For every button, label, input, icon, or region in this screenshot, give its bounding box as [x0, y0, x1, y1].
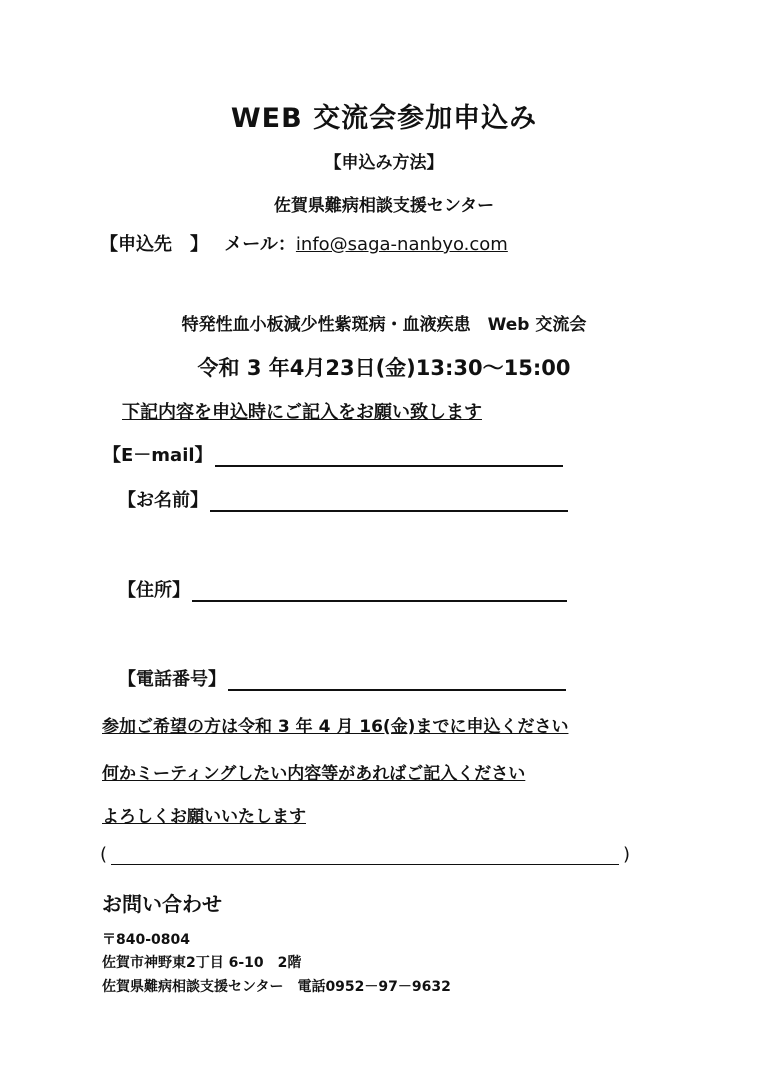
name-field[interactable] — [118, 486, 568, 512]
address-field-line[interactable] — [192, 580, 567, 602]
phone-field-label: 【電話番号】 — [118, 669, 226, 690]
address-field-label: 【住所】 — [118, 580, 190, 601]
address-text: 佐賀市神野東2丁目 6-10 2階 — [102, 955, 302, 971]
contact-title: お問い合わせ — [102, 892, 222, 916]
meeting-note: 何かミーティングしたい内容等があればご記入ください — [102, 764, 526, 784]
organizer-name: 佐賀県難病相談支援センター — [273, 196, 495, 216]
name-field-line[interactable] — [210, 490, 568, 512]
address-field[interactable] — [118, 576, 567, 602]
event-datetime: 令和 3 年4月23日(金)13:30～15:00 — [197, 356, 571, 380]
comment-field[interactable] — [100, 844, 630, 865]
paren-close: ) — [622, 844, 630, 865]
closing-note: よろしくお願いいたします — [102, 807, 306, 827]
name-field-label: 【お名前】 — [118, 490, 208, 511]
email-field-label: 【E－mail】 — [103, 445, 213, 466]
postal-code: 〒840-0804 — [102, 932, 190, 948]
destination-line — [100, 230, 508, 256]
destination-label: 【申込先 】 — [100, 234, 208, 255]
org-phone: 佐賀県難病相談支援センター 電話0952－97－9632 — [102, 979, 451, 995]
method-heading: 【申込み方法】 — [324, 153, 444, 173]
comment-line[interactable] — [111, 846, 619, 865]
paren-open: ( — [100, 844, 108, 865]
email-link[interactable]: info@saga-nanbyo.com — [295, 234, 508, 255]
email-field[interactable] — [103, 441, 563, 467]
deadline-note: 参加ご希望の方は令和 3 年 4 月 16(金)までに申込ください — [102, 717, 569, 737]
event-name: 特発性血小板減少性紫斑病・血液疾患 Web 交流会 — [181, 315, 587, 335]
mail-label: メール： — [224, 234, 296, 255]
phone-field-line[interactable] — [228, 669, 566, 691]
phone-field[interactable] — [118, 665, 566, 691]
email-field-line[interactable] — [215, 445, 563, 467]
instruction-text: 下記内容を申込時にご記入をお願い致します — [122, 402, 482, 423]
page-title: WEB 交流会参加申込み — [230, 103, 538, 134]
